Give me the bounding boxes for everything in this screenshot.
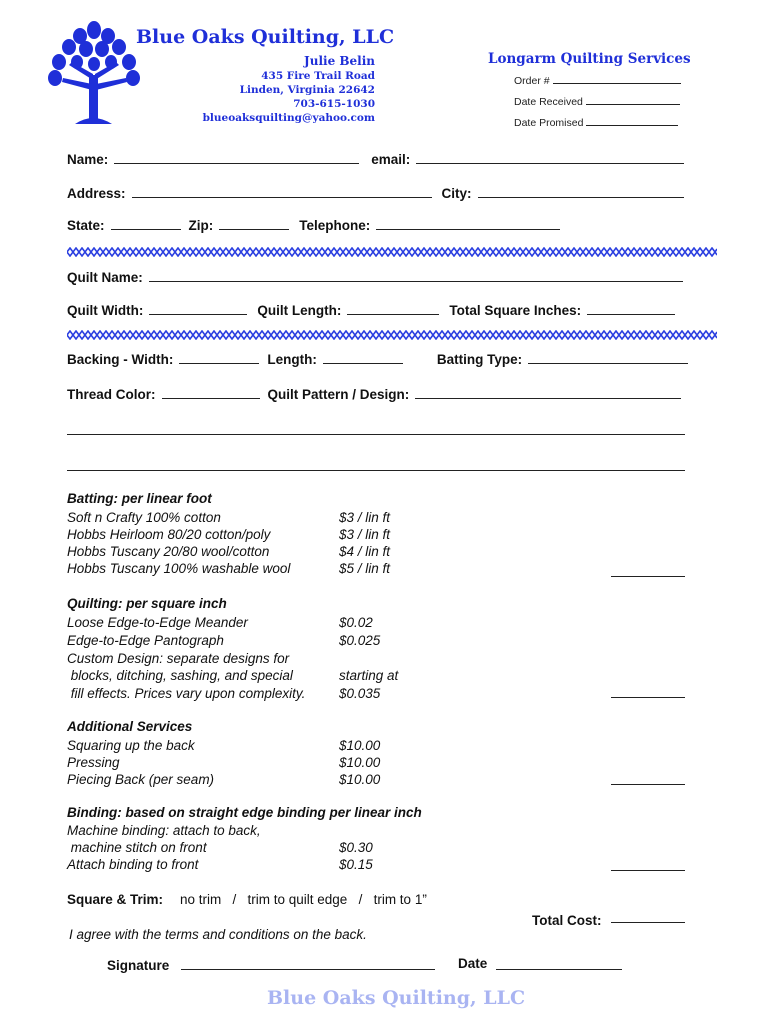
- city-address: Linden, Virginia 22642: [239, 84, 375, 96]
- date-promised-field[interactable]: [514, 116, 678, 129]
- owner-name: Julie Belin: [304, 54, 375, 68]
- city-label: City:: [441, 186, 472, 201]
- quilt-name-label: Quilt Name:: [67, 270, 143, 285]
- batting-price: $3 / lin ft: [339, 510, 391, 525]
- total-square-inches-field[interactable]: [587, 302, 675, 315]
- signature-label: Signature: [107, 958, 170, 973]
- state-label: State:: [67, 218, 105, 233]
- batting-total-field[interactable]: [611, 576, 685, 577]
- additional-price: $10.00: [339, 738, 381, 753]
- oak-tree-logo: [47, 20, 142, 128]
- additional-heading: Additional Services: [67, 719, 193, 734]
- additional-price: $10.00: [339, 772, 381, 787]
- quilt-length-label: Quilt Length:: [257, 303, 342, 318]
- quilting-price: $0.02: [339, 615, 373, 630]
- quilt-pattern-label: Quilt Pattern / Design:: [267, 387, 410, 402]
- signature-field[interactable]: [181, 969, 435, 970]
- quilt-length-field[interactable]: [347, 302, 439, 315]
- quilting-total-field[interactable]: [611, 697, 685, 698]
- services-title: Longarm Quilting Services: [488, 51, 691, 67]
- batting-type-label: Batting Type:: [436, 352, 523, 367]
- batting-heading: Batting: per linear foot: [67, 491, 212, 506]
- zigzag-divider-2: [67, 330, 717, 340]
- order-number-field[interactable]: [514, 74, 681, 87]
- address-label: Address:: [67, 186, 126, 201]
- email-field[interactable]: [416, 151, 684, 164]
- square-trim-label: Square & Trim:: [67, 892, 164, 907]
- thread-color-field[interactable]: [162, 386, 260, 399]
- zip-field[interactable]: [219, 217, 289, 230]
- zip-label: Zip:: [188, 218, 214, 233]
- zigzag-divider: [67, 247, 717, 257]
- additional-item: Piecing Back (per seam): [67, 772, 215, 787]
- quilting-item: Edge-to-Edge Pantograph: [67, 633, 224, 648]
- total-square-inches-label: Total Square Inches:: [449, 303, 582, 318]
- batting-type-field[interactable]: [528, 351, 688, 364]
- city-field[interactable]: [478, 185, 684, 198]
- company-name: Blue Oaks Quilting, LLC: [136, 26, 395, 48]
- quilt-width-field[interactable]: [149, 302, 247, 315]
- trim-options[interactable]: no trim / trim to quilt edge / trim to 1”: [180, 892, 427, 907]
- state-field[interactable]: [111, 217, 181, 230]
- agreement-text: I agree with the terms and conditions on the back.: [69, 927, 367, 942]
- order-label: Order #: [514, 75, 550, 87]
- quilting-item: blocks, ditching, sashing, and special: [67, 668, 293, 683]
- address-field[interactable]: [132, 185, 432, 198]
- backing-length-field[interactable]: [323, 351, 403, 364]
- additional-price: $10.00: [339, 755, 381, 770]
- street-address: 435 Fire Trail Road: [261, 70, 375, 82]
- phone-number: 703-615-1030: [293, 98, 375, 110]
- additional-total-field[interactable]: [611, 784, 685, 785]
- binding-item: machine stitch on front: [67, 840, 207, 855]
- date-received-field[interactable]: [514, 95, 680, 108]
- quilting-price: $0.035: [339, 686, 381, 701]
- backing-width-label: Backing - Width:: [67, 352, 174, 367]
- telephone-label: Telephone:: [299, 218, 371, 233]
- binding-item: Machine binding: attach to back,: [67, 823, 261, 838]
- batting-item: Soft n Crafty 100% cotton: [67, 510, 221, 525]
- additional-item: Squaring up the back: [67, 738, 195, 753]
- binding-price: $0.30: [339, 840, 373, 855]
- quilting-item: Loose Edge-to-Edge Meander: [67, 615, 248, 630]
- notes-line-2[interactable]: [67, 470, 685, 471]
- backing-length-label: Length:: [267, 352, 317, 367]
- quilt-pattern-field[interactable]: [415, 386, 681, 399]
- email-label: email:: [371, 152, 411, 167]
- binding-item: Attach binding to front: [67, 857, 199, 872]
- footer-watermark: Blue Oaks Quilting, LLC: [267, 987, 526, 1009]
- quilt-name-field[interactable]: [149, 269, 683, 282]
- batting-item: Hobbs Heirloom 80/20 cotton/poly: [67, 527, 271, 542]
- quilting-price: starting at: [339, 668, 399, 683]
- batting-price: $4 / lin ft: [339, 544, 391, 559]
- telephone-field[interactable]: [376, 217, 560, 230]
- company-email: blueoaksquilting@yahoo.com: [202, 112, 375, 124]
- quilting-item: fill effects. Prices vary upon complexity.: [67, 686, 306, 701]
- quilting-item: Custom Design: separate designs for: [67, 651, 290, 666]
- total-cost-label: Total Cost:: [532, 913, 602, 928]
- batting-item: Hobbs Tuscany 20/80 wool/cotton: [67, 544, 270, 559]
- name-label: Name:: [67, 152, 109, 167]
- batting-price: $3 / lin ft: [339, 527, 391, 542]
- date-promised-label: Date Promised: [514, 117, 584, 129]
- date-field[interactable]: [496, 969, 622, 970]
- thread-color-label: Thread Color:: [67, 387, 156, 402]
- batting-item: Hobbs Tuscany 100% washable wool: [67, 561, 291, 576]
- batting-price: $5 / lin ft: [339, 561, 391, 576]
- notes-line-1[interactable]: [67, 434, 685, 435]
- binding-total-field[interactable]: [611, 870, 685, 871]
- name-field[interactable]: [114, 151, 359, 164]
- binding-heading: Binding: based on straight edge binding per linear inch: [67, 805, 422, 820]
- total-cost-field[interactable]: [611, 922, 685, 923]
- date-label: Date: [458, 956, 488, 971]
- backing-width-field[interactable]: [179, 351, 259, 364]
- quilting-heading: Quilting: per square inch: [67, 596, 227, 611]
- quilt-width-label: Quilt Width:: [67, 303, 144, 318]
- binding-price: $0.15: [339, 857, 373, 872]
- additional-item: Pressing: [67, 755, 120, 770]
- quilting-price: $0.025: [339, 633, 381, 648]
- date-received-label: Date Received: [514, 96, 583, 108]
